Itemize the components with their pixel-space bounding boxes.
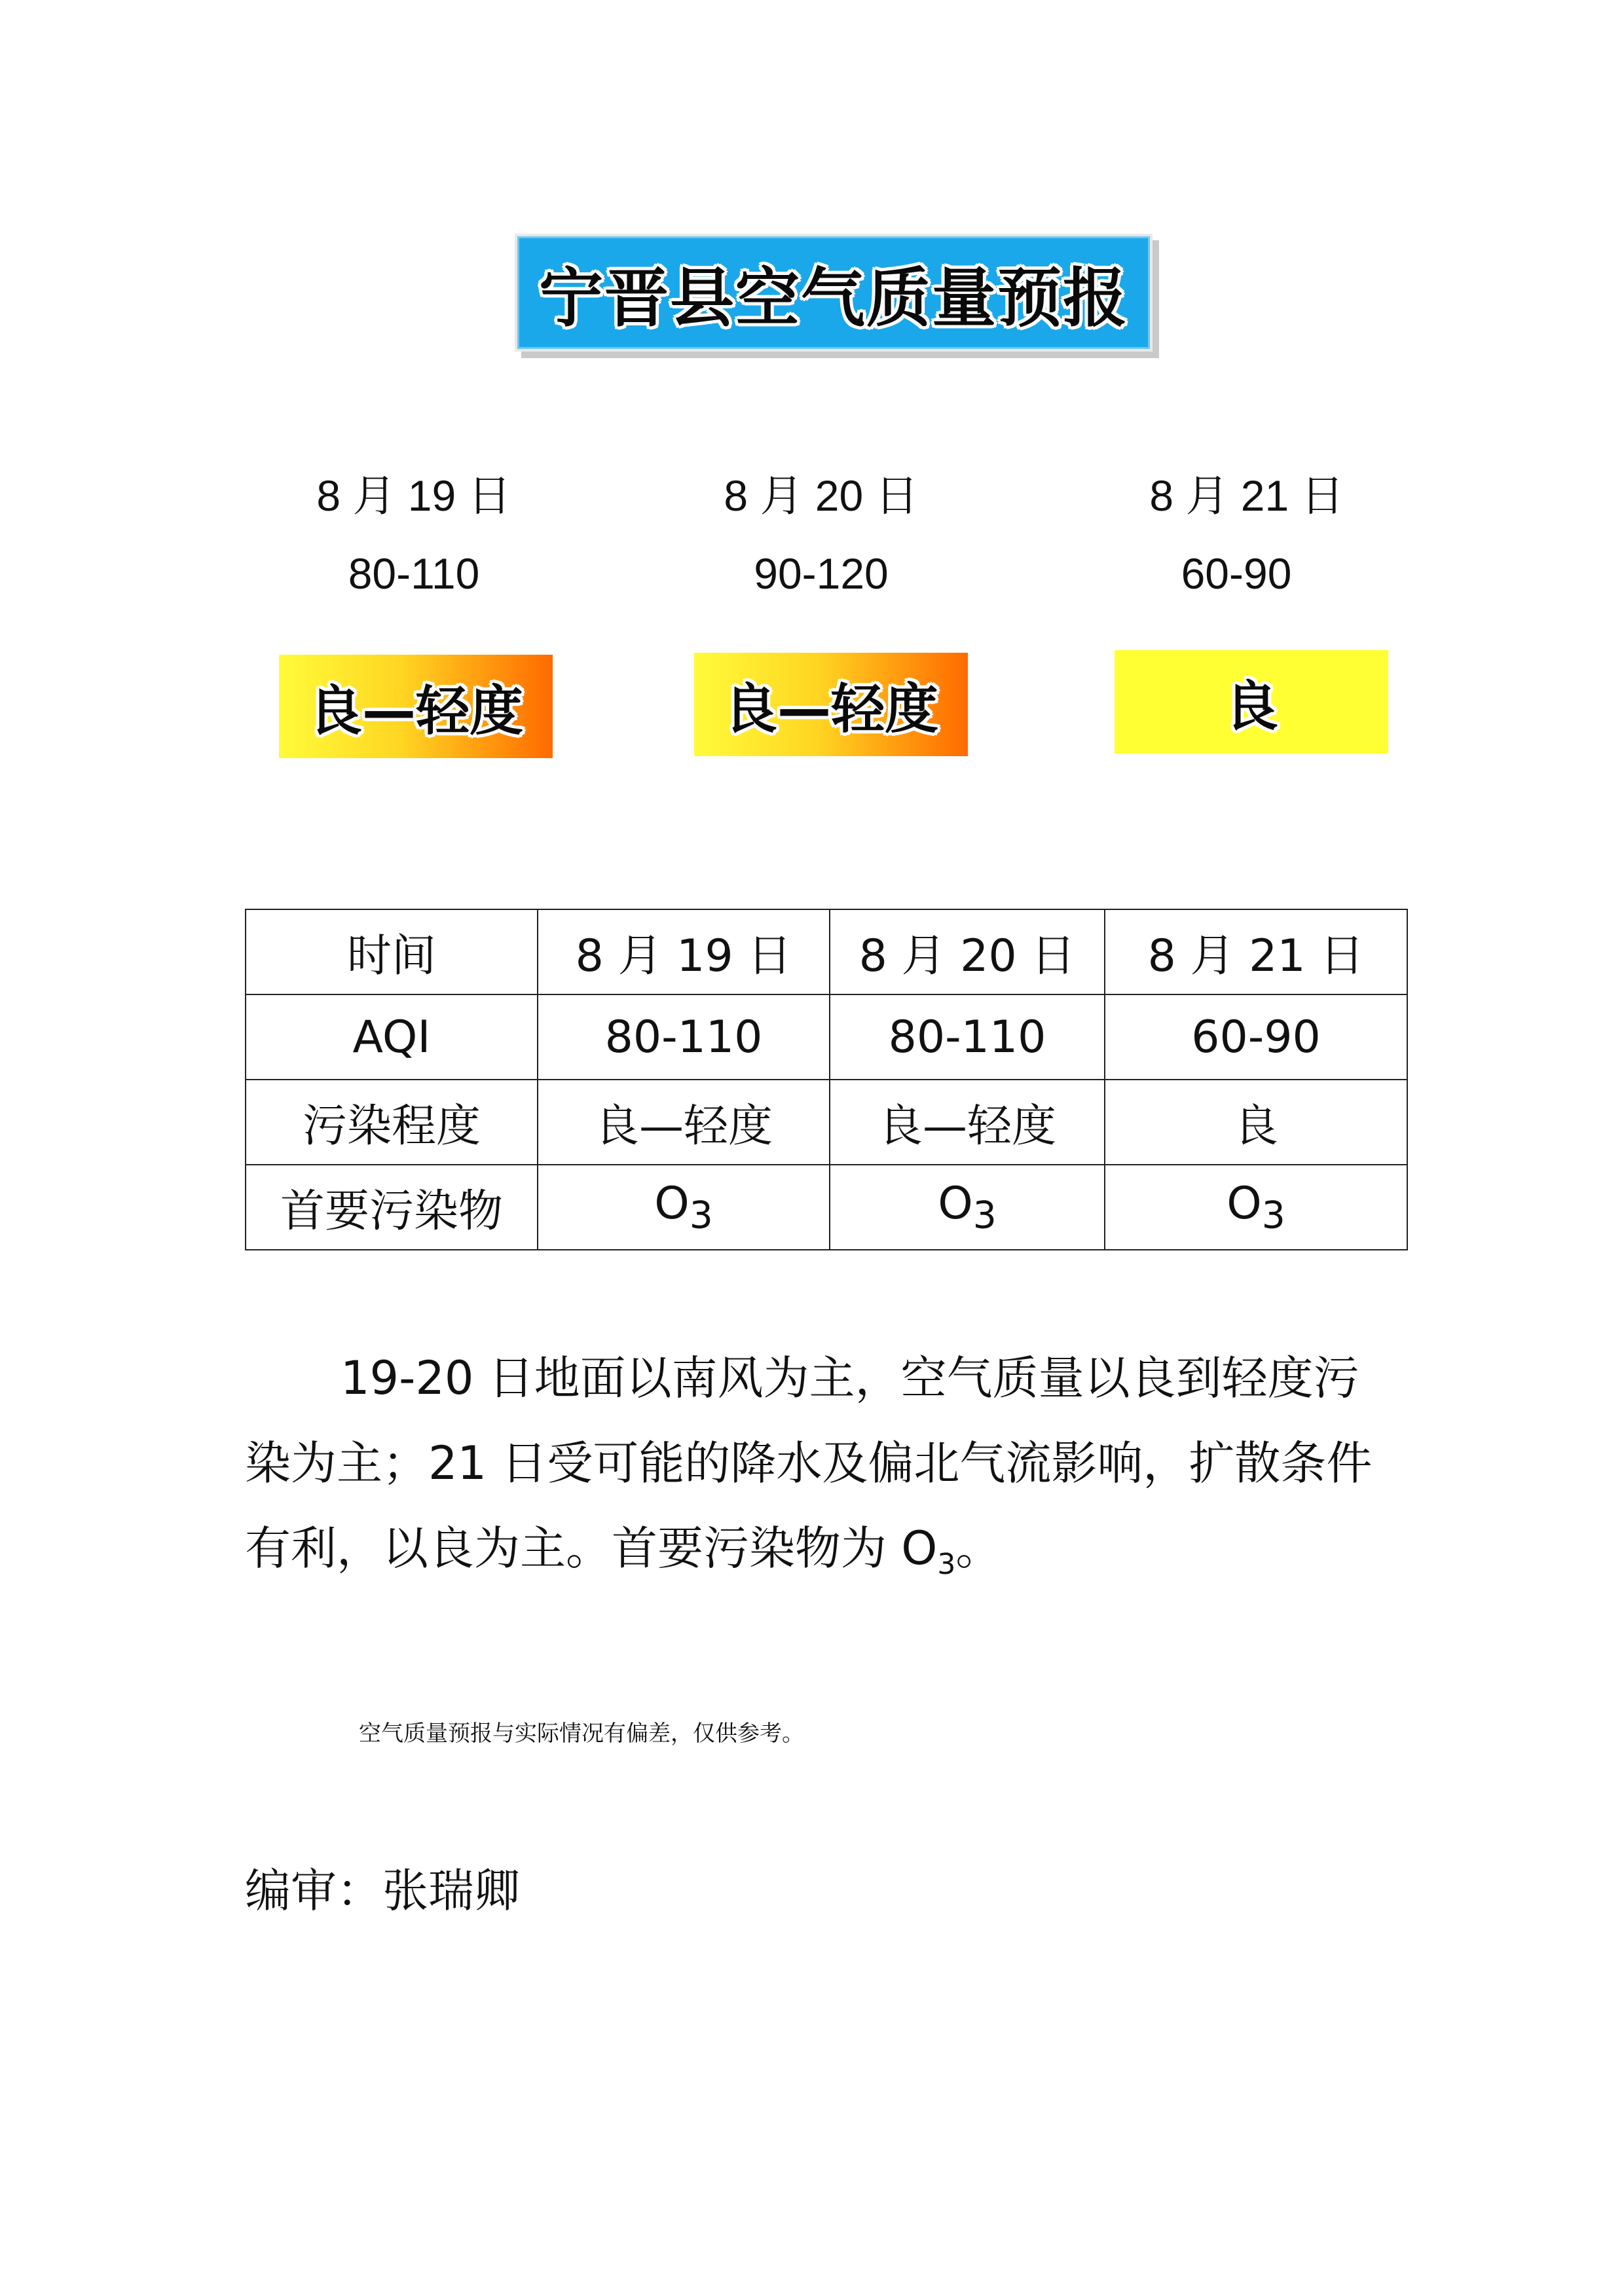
table-row-label: 时间 [246,909,538,994]
forecast-level-badge-3 [1115,650,1388,754]
table-row-label: 污染程度 [246,1080,538,1165]
description-text: 19-20 日地面以南风为主，空气质量以良到轻度污染为主；21 日受可能的降水及偏北气流影响，扩散条件有利，以良为主。首要污染物为 O [245,1351,1373,1575]
editor-credit: 编审：张瑞卿 [245,1864,520,1918]
title-banner [515,234,1153,352]
table-cell-level: 良 [1105,1080,1407,1165]
table-cell-date: 8 月 21 日 [1105,909,1407,994]
table-cell-pollutant [538,1165,830,1250]
forecast-aqi-2: 90-120 [754,549,889,598]
pollutant-base: O [1227,1177,1262,1230]
forecast-aqi-1: 80-110 [348,549,480,598]
table-cell-level: 良—轻度 [538,1080,830,1165]
table-cell-pollutant [830,1165,1105,1250]
forecast-level-badge-2 [694,653,968,756]
forecast-aqi-3: 60-90 [1181,549,1292,598]
aqi-forecast-table [245,909,1408,1250]
table-cell-aqi: 80-110 [830,994,1105,1080]
table-cell-level: 良—轻度 [830,1080,1105,1165]
forecast-date-3: 8 月 21 日 [1149,471,1344,520]
forecast-date-1: 8 月 19 日 [316,471,511,520]
pollutant-sub: 3 [1261,1194,1285,1237]
table-cell-date: 8 月 20 日 [830,909,1105,994]
table-cell-aqi: 80-110 [538,994,830,1080]
table-row-label: AQI [246,994,538,1080]
table-row [246,909,1407,994]
pollutant-sub: 3 [972,1194,997,1237]
disclaimer-note: 空气质量预报与实际情况有偏差，仅供参考。 [359,1721,804,1747]
table-row [246,1080,1407,1165]
pollutant-sub: 3 [689,1194,713,1237]
table-cell-pollutant [1105,1165,1407,1250]
table-row-label: 首要污染物 [246,1165,538,1250]
table-row [246,994,1407,1080]
description-end: 。 [955,1522,1002,1575]
forecast-description [245,1336,1384,1607]
pollutant-base: O [938,1177,973,1230]
pollutant-base: O [654,1177,690,1230]
page-title: 宁晋县空气质量预报 [538,261,1128,336]
table-cell-aqi: 60-90 [1105,994,1407,1080]
table-cell-date: 8 月 19 日 [538,909,830,994]
forecast-level-1: 良—轻度 [308,680,523,742]
forecast-level-2: 良—轻度 [723,678,938,740]
forecast-date-2: 8 月 20 日 [724,471,919,520]
description-sub: 3 [937,1548,956,1581]
forecast-level-badge-1 [279,655,553,758]
table-row [246,1165,1407,1250]
forecast-level-3: 良 [1224,675,1278,738]
